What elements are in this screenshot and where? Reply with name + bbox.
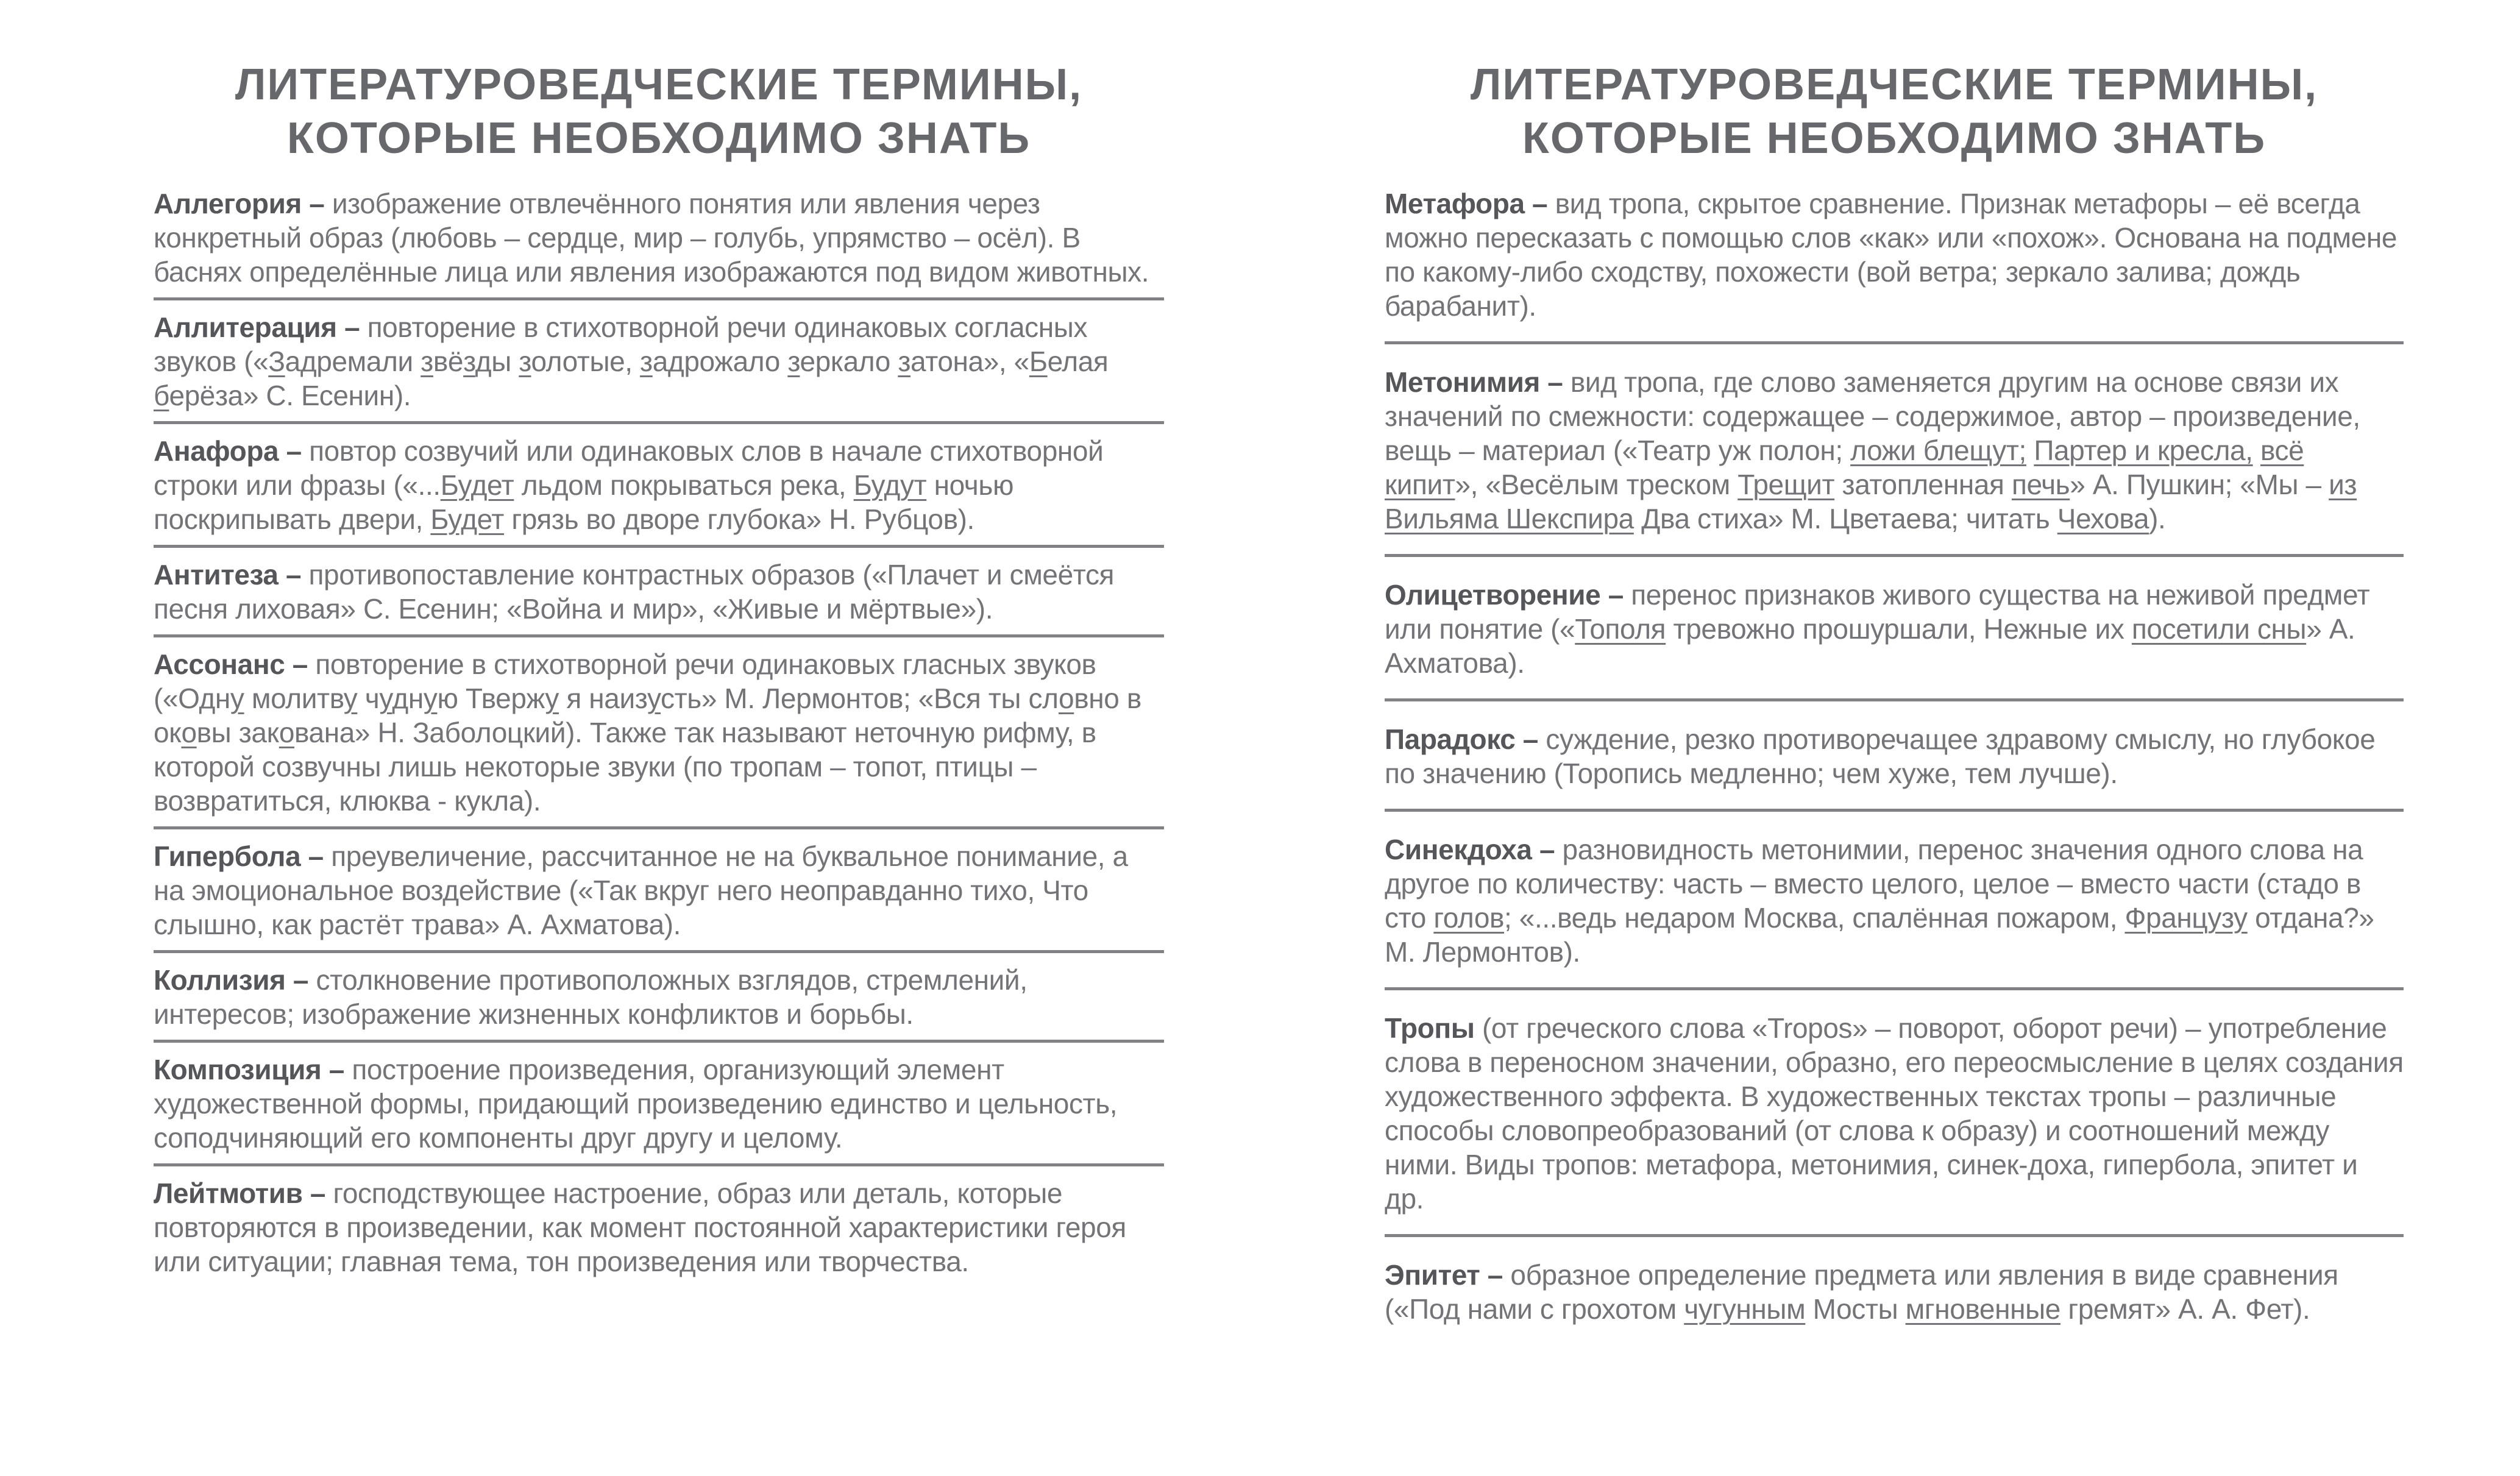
term-definition: построение произведения, организующий элемент художественной формы, придающий произведению единство и цельность, соподчиняющий его компоненты друг другу и целому. [154, 1053, 1118, 1154]
term-entry [154, 953, 1164, 1043]
term-label: Антитеза – [154, 558, 302, 591]
term-definition: суждение, резко противоречащее здравому смыслу, но глубокое по значению (Торопись медленно; чем хуже, тем лучше). [1385, 723, 2376, 789]
term-entry [154, 548, 1164, 637]
term-definition: перенос признаков живого существа на неживой предмет или понятие («Тополя тревожно прошуршали, Нежные их посетили сны» А. Ахматова). [1385, 578, 2370, 679]
term-label: Лейтмотив – [154, 1177, 326, 1209]
term-entry [154, 1166, 1164, 1287]
term-entry [154, 186, 1164, 300]
term-definition: изображение отвлечённого понятия или явления через конкретный образ (любовь – сердце, мир – голубь, упрямство – осёл). В баснях определённые лица или явления изображаются под видом животных. [154, 187, 1149, 288]
term-definition: (от греческого слова «Tropos» – поворот, оборот речи) – употребление слова в переносном значении, образно, его переосмысление в целях создания художественного эффекта. В художественных текстах тропы – различные способы словопреобразований (от слова к образу) и соотношений между ними. Виды тропов: метафора, метонимия, синек-доха, гипербола, эпитет и др. [1385, 1012, 2404, 1215]
term-definition: повтор созвучий или одинаковых слов в начале стихотворной строки или фразы («...Будет льдом покрываться река, Будут ночью поскрипывать двери, Будет грязь во дворе глубока» Н. Рубцов). [154, 435, 1104, 535]
term-label: Коллизия – [154, 963, 309, 996]
page-title [154, 59, 1164, 166]
term-label: Аллитерация – [154, 311, 360, 343]
term-label: Эпитет – [1385, 1258, 1503, 1291]
term-entry [154, 424, 1164, 548]
term-definition: повторение в стихотворной речи одинаковых согласных звуков («Задремали звёзды золотые, задрожало зеркало затона», «Белая берёза» С. Есенин). [154, 311, 1109, 411]
term-label: Синекдоха – [1385, 833, 1555, 865]
term-entry [154, 300, 1164, 424]
left-page [154, 59, 1164, 1287]
term-label: Аллегория – [154, 187, 325, 219]
page-title-line2: КОТОРЫЕ НЕОБХОДИМО ЗНАТЬ [1522, 113, 2266, 163]
term-definition: преувеличение, рассчитанное не на буквальное понимание, а на эмоциональное воздействие («Так вкруг него неоправданно тихо, Что слышно, как растёт трава» А. Ахматова). [154, 840, 1128, 940]
term-entry [1385, 344, 2404, 557]
page-title [1385, 59, 2404, 166]
term-label: Композиция – [154, 1053, 344, 1085]
term-label: Гипербола – [154, 840, 324, 872]
page-title-line1: ЛИТЕРАТУРОВЕДЧЕСКИЕ ТЕРМИНЫ, [235, 60, 1083, 109]
term-entry [1385, 557, 2404, 701]
term-label: Парадокс – [1385, 723, 1538, 755]
right-entries-list [1385, 186, 2404, 1344]
term-definition: противопоставление контрастных образов («Плачет и смеётся песня лиховая» С. Есенин; «Война и мир», «Живые и мёртвые»). [154, 558, 1115, 625]
term-label: Ассонанс – [154, 648, 308, 680]
page-title-line2: КОТОРЫЕ НЕОБХОДИМО ЗНАТЬ [286, 113, 1031, 163]
term-entry [1385, 186, 2404, 344]
term-entry [1385, 990, 2404, 1237]
term-label: Анафора – [154, 435, 302, 467]
term-label: Олицетворение – [1385, 578, 1624, 611]
left-entries-list [154, 186, 1164, 1287]
right-page [1385, 59, 2404, 1344]
term-definition: образное определение предмета или явления в виде сравнения («Под нами с грохотом чугунным Мосты мгновенные гремят» А. А. Фет). [1385, 1258, 2338, 1325]
term-definition: вид тропа, где слово заменяется другим на основе связи их значений по смежности: содержащее – содержимое, автор – произведение, вещь – материал («Театр уж полон; ложи блещут; Партер и кресла, всё кипит», «Весёлым треском Трещит затопленная печь» А. Пушкин; «Мы – из Вильяма Шекспира Два стиха» М. Цветаева; читать Чехова). [1385, 366, 2360, 534]
term-definition: повторение в стихотворной речи одинаковых гласных звуков («Одну молитву чудную Твержу я наизусть» М. Лермонтов; «Вся ты словно в оковы закована» Н. Заболоцкий). Также так называют неточную рифму, в которой созвучны лишь некоторые звуки (по тропам – топот, птицы – возвратиться, клюква - кукла). [154, 648, 1141, 817]
term-definition: вид тропа, скрытое сравнение. Признак метафоры – её всегда можно пересказать с помощью слов «как» или «похож». Основана на подмене по какому-либо сходству, похожести (вой ветра; зеркало залива; дождь барабанит). [1385, 187, 2398, 322]
page-title-line1: ЛИТЕРАТУРОВЕДЧЕСКИЕ ТЕРМИНЫ, [1470, 60, 2318, 109]
term-entry [1385, 701, 2404, 812]
term-definition: господствующее настроение, образ или деталь, которые повторяются в произведении, как момент постоянной характеристики героя или ситуации; главная тема, тон произведения или творчества. [154, 1177, 1126, 1277]
term-entry [1385, 1237, 2404, 1344]
term-label: Тропы [1385, 1012, 1475, 1044]
term-label: Метонимия – [1385, 366, 1563, 398]
term-entry [154, 1043, 1164, 1166]
term-label: Метафора – [1385, 187, 1548, 219]
term-entry [154, 829, 1164, 953]
term-entry [1385, 812, 2404, 990]
term-definition: разновидность метонимии, перенос значения одного слова на другое по количеству: часть – вместо целого, целое – вместо части (стадо в сто голов; «...ведь недаром Москва, спалённая пожаром, Французу отдана?» М. Лермонтов). [1385, 833, 2374, 968]
term-definition: столкновение противоположных взглядов, стремлений, интересов; изображение жизненных конфликтов и борьбы. [154, 963, 1028, 1030]
term-entry [154, 637, 1164, 829]
